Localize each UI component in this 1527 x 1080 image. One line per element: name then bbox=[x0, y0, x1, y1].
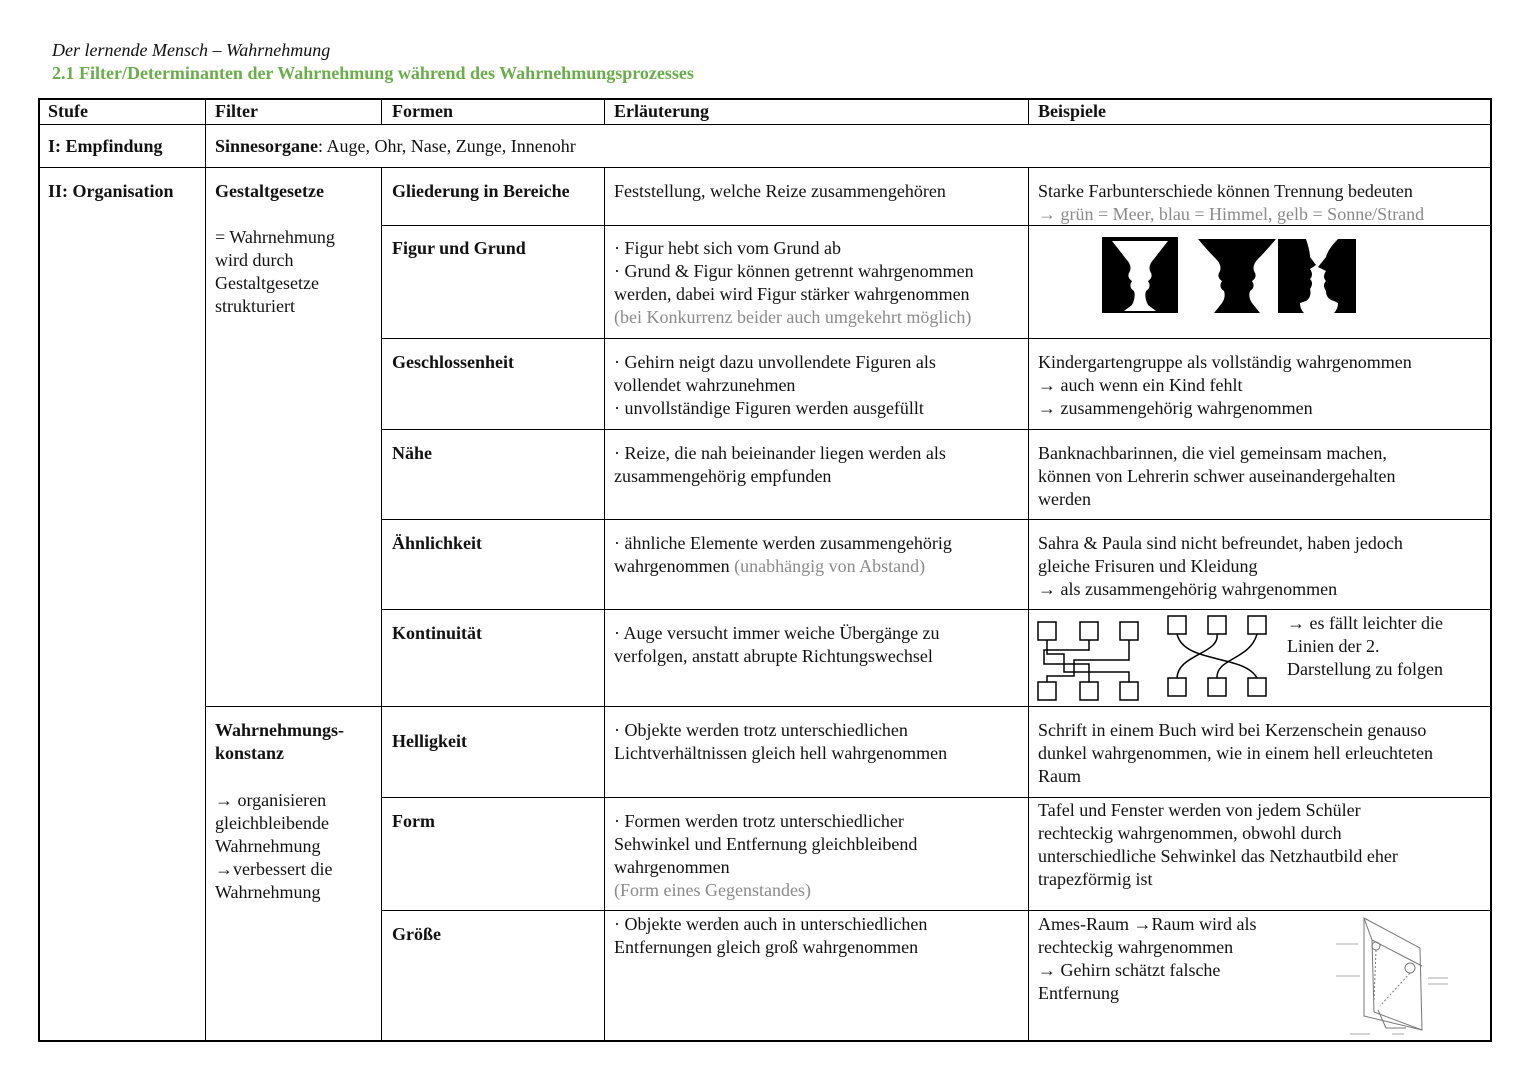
ames-room-illustration bbox=[1330, 914, 1460, 1038]
form-gliederung: Gliederung in Bereiche bbox=[392, 181, 570, 201]
ex-gliederung: Starke Farbunterschiede können Trennung bedeuten → grün = Meer, blau = Himmel, gelb = Sonne/Strand bbox=[1038, 181, 1425, 224]
ex-aehnlichkeit: Sahra & Paula sind nicht befreundet, haben jedoch gleiche Frisuren und Kleidung → als zusammengehörig wahrgenommen bbox=[1038, 533, 1403, 599]
form-figur-grund: Figur und Grund bbox=[392, 238, 526, 258]
expl-gliederung: Feststellung, welche Reize zusammengehören bbox=[614, 181, 946, 201]
stufe-organisation: II: Organisation bbox=[48, 181, 174, 201]
expl-aehnlichkeit: · ähnliche Elemente werden zusammengehörig wahrgenommen (unabhängig von Abstand) bbox=[614, 533, 952, 576]
ex-helligkeit: Schrift in einem Buch wird bei Kerzenschein genauso dunkel wahrgenommen, wie in einem hell erleuchteten Raum bbox=[1038, 720, 1434, 786]
filter-gestaltgesetze-desc: = Wahrnehmung wird durch Gestaltgesetze strukturiert bbox=[215, 227, 335, 316]
column-header-erlaeuterung: Erläuterung bbox=[614, 101, 710, 121]
filter-wahrnehmungskonstanz-title: Wahrnehmungs- konstanz bbox=[215, 720, 345, 763]
form-aehnlichkeit: Ähnlichkeit bbox=[392, 533, 483, 553]
ex-geschlossenheit: Kindergartengruppe als vollständig wahrgenommen → auch wenn ein Kind fehlt → zusammengehörig wahrgenommen bbox=[1038, 352, 1412, 418]
expl-kontinuitaet: · Auge versucht immer weiche Übergänge zu verfolgen, anstatt abrupte Richtungswechsel bbox=[614, 623, 940, 666]
column-header-formen: Formen bbox=[392, 101, 453, 121]
expl-naehe: · Reize, die nah beieinander liegen werden als zusammengehörig empfunden bbox=[614, 443, 946, 486]
vase-faces-illustration bbox=[1100, 235, 1358, 315]
ex-groesse: Ames-Raum →Raum wird als rechteckig wahrgenommen → Gehirn schätzt falsche Entfernung bbox=[1038, 914, 1257, 1003]
form-kontinuitaet: Kontinuität bbox=[392, 623, 483, 643]
expl-groesse: · Objekte werden auch in unterschiedlichen Entfernungen gleich groß wahrgenommen bbox=[614, 914, 928, 957]
column-header-stufe: Stufe bbox=[48, 101, 88, 121]
filter-sinnesorgane: Sinnesorgane: Auge, Ohr, Nase, Zunge, Innenohr bbox=[215, 136, 576, 156]
document-subtitle: Der lernende Mensch – Wahrnehmung bbox=[52, 40, 331, 60]
form-form: Form bbox=[392, 811, 435, 831]
stufe-empfindung: I: Empfindung bbox=[48, 136, 163, 156]
filter-gestaltgesetze-title: Gestaltgesetze bbox=[215, 181, 324, 201]
form-geschlossenheit: Geschlossenheit bbox=[392, 352, 515, 372]
column-header-filter: Filter bbox=[215, 101, 258, 121]
expl-figur-grund: · Figur hebt sich vom Grund ab · Grund & Figur können getrennt wahrgenommen werden, dabei wird Figur stärker wahrgenommen (bei Konkurrenz beider auch umgekehrt möglich) bbox=[614, 238, 974, 327]
column-header-beispiele: Beispiele bbox=[1038, 101, 1106, 121]
ex-kontinuitaet: → es fällt leichter die Linien der 2. Darstellung zu folgen bbox=[1287, 613, 1443, 679]
expl-helligkeit: · Objekte werden trotz unterschiedlichen Lichtverhältnissen gleich hell wahrgenommen bbox=[614, 720, 948, 763]
form-helligkeit: Helligkeit bbox=[392, 731, 467, 751]
ex-form: Tafel und Fenster werden von jedem Schüler rechteckig wahrgenommen, obwohl durch unterschiedliche Sehwinkel das Netzhautbild eher trapezförmig ist bbox=[1038, 800, 1398, 889]
form-naehe: Nähe bbox=[392, 443, 432, 463]
document-title: 2.1 Filter/Determinanten der Wahrnehmung während des Wahrnehmungsprozesses bbox=[52, 63, 694, 83]
filter-wahrnehmungskonstanz-desc: → organisieren gleichbleibende Wahrnehmung →verbessert die Wahrnehmung bbox=[215, 790, 333, 902]
expl-geschlossenheit: · Gehirn neigt dazu unvollendete Figuren als vollendet wahrzunehmen · unvollständige Figuren werden ausgefüllt bbox=[614, 352, 936, 418]
continuity-illustration bbox=[1034, 614, 1274, 704]
ex-naehe: Banknachbarinnen, die viel gemeinsam machen, können von Lehrerin schwer auseinandergehalten werden bbox=[1038, 443, 1396, 509]
expl-form: · Formen werden trotz unterschiedlicher Sehwinkel und Entfernung gleichbleibend wahrgenommen (Form eines Gegenstandes) bbox=[614, 811, 918, 900]
form-groesse: Größe bbox=[392, 924, 441, 944]
